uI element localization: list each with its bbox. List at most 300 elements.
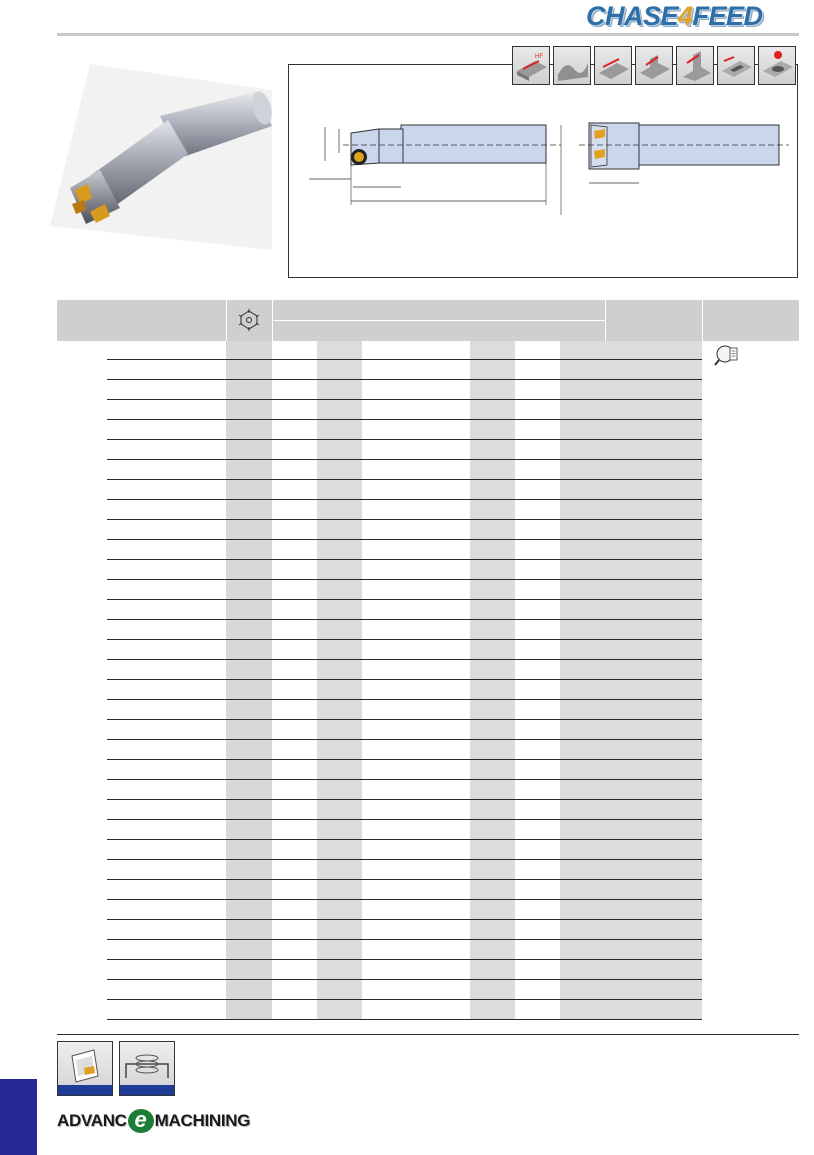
table-cell: [560, 600, 605, 620]
table-cell: [226, 920, 272, 940]
table-cell: [425, 400, 470, 420]
table-cell: [605, 760, 656, 780]
table-cell: [470, 940, 515, 960]
table-cell: [107, 800, 226, 820]
table-cell: [362, 740, 425, 760]
table-cell: [470, 920, 515, 940]
table-cell: [425, 800, 470, 820]
specification-table: [57, 300, 799, 1020]
table-cell: [317, 860, 362, 880]
table-cell: [226, 420, 272, 440]
table-cell: [226, 540, 272, 560]
table-cell: [107, 980, 226, 1000]
table-cell: [560, 960, 605, 980]
table-cell: [226, 1000, 272, 1020]
table-cell: [470, 740, 515, 760]
table-cell: [515, 960, 560, 980]
table-row: [57, 780, 799, 800]
table-cell: [470, 900, 515, 920]
row-group-cell: [57, 420, 107, 440]
row-group-cell: [57, 480, 107, 500]
table-cell: [107, 720, 226, 740]
table-cell: [425, 560, 470, 580]
header-dimensions: [272, 300, 605, 321]
table-cell: [425, 840, 470, 860]
table-row: [57, 660, 799, 680]
header-rule: [57, 33, 799, 36]
table-cell: [425, 760, 470, 780]
table-row: [57, 341, 799, 360]
table-cell: [272, 880, 317, 900]
table-cell: [605, 800, 656, 820]
table-cell: [226, 520, 272, 540]
table-cell: [470, 780, 515, 800]
table-cell: [470, 880, 515, 900]
table-cell: [362, 800, 425, 820]
table-cell: [656, 600, 702, 620]
table-cell: [605, 820, 656, 840]
table-cell: [107, 820, 226, 840]
application-icons: [512, 46, 796, 87]
shoulder-milling-icon: [594, 46, 632, 85]
table-cell: [515, 540, 560, 560]
magnifier-note-icon[interactable]: [714, 343, 740, 367]
table-cell: [560, 720, 605, 740]
table-cell: [226, 620, 272, 640]
table-cell: [656, 1000, 702, 1020]
table-cell: [560, 800, 605, 820]
table-cell: [226, 700, 272, 720]
table-cell: [605, 420, 656, 440]
table-cell: [656, 480, 702, 500]
table-cell: [560, 640, 605, 660]
table-cell: [560, 940, 605, 960]
table-cell: [470, 840, 515, 860]
table-cell: [317, 700, 362, 720]
table-row: [57, 740, 799, 760]
table-cell: [226, 800, 272, 820]
table-cell: [560, 440, 605, 460]
table-cell: [656, 860, 702, 880]
table-cell: [425, 460, 470, 480]
table-cell: [317, 620, 362, 640]
table-cell: [272, 720, 317, 740]
row-group-cell: [57, 800, 107, 820]
table-cell: [470, 1000, 515, 1020]
table-cell: [107, 640, 226, 660]
table-cell: [560, 780, 605, 800]
table-cell: [226, 380, 272, 400]
table-cell: [656, 520, 702, 540]
table-cell: [605, 900, 656, 920]
table-cell: [272, 740, 317, 760]
table-cell: [560, 480, 605, 500]
row-group-cell: [57, 820, 107, 840]
table-cell: [107, 460, 226, 480]
header-designation: [57, 300, 226, 341]
table-cell: [515, 640, 560, 660]
table-cell: [425, 700, 470, 720]
row-group-cell: [57, 341, 107, 360]
table-cell: [272, 800, 317, 820]
table-cell: [362, 480, 425, 500]
table-cell: [226, 400, 272, 420]
table-cell: [425, 720, 470, 740]
advance-machining-logo: ADVANC e MACHINING: [57, 1107, 251, 1132]
table-cell: [317, 760, 362, 780]
table-cell: [425, 960, 470, 980]
table-cell: [317, 740, 362, 760]
table-cell: [425, 580, 470, 600]
table-cell: [560, 400, 605, 420]
table-cell: [317, 400, 362, 420]
side-view-drawing: [309, 125, 561, 215]
row-group-cell: [57, 700, 107, 720]
table-cell: [560, 760, 605, 780]
table-cell: [656, 560, 702, 580]
table-cell: [560, 540, 605, 560]
row-group-cell: [57, 360, 107, 380]
table-cell: [470, 480, 515, 500]
table-cell: [425, 860, 470, 880]
table-cell: [226, 940, 272, 960]
table-cell: [605, 840, 656, 860]
table-cell: [272, 400, 317, 420]
table-row: [57, 440, 799, 460]
table-cell: [425, 540, 470, 560]
table-cell: [605, 440, 656, 460]
table-cell: [317, 420, 362, 440]
table-cell: [272, 500, 317, 520]
row-group-cell: [57, 600, 107, 620]
table-cell: [470, 400, 515, 420]
table-cell: [470, 520, 515, 540]
table-cell: [272, 840, 317, 860]
row-group-cell: [57, 620, 107, 640]
table-cell: [272, 660, 317, 680]
table-cell: [107, 740, 226, 760]
table-cell: [515, 880, 560, 900]
table-cell: [560, 341, 605, 360]
table-cell: [226, 500, 272, 520]
table-row: [57, 960, 799, 980]
table-cell: [605, 380, 656, 400]
table-cell: [560, 460, 605, 480]
table-cell: [515, 900, 560, 920]
row-group-cell: [57, 780, 107, 800]
table-row: [57, 640, 799, 660]
helical-ramping-icon[interactable]: [119, 1041, 175, 1096]
table-cell: [226, 980, 272, 1000]
table-cell: [656, 700, 702, 720]
table-cell: [226, 480, 272, 500]
table-cell: [515, 520, 560, 540]
table-cell: [560, 740, 605, 760]
table-cell: [470, 540, 515, 560]
table-cell: [470, 800, 515, 820]
table-cell: [515, 500, 560, 520]
table-cell: [605, 860, 656, 880]
row-group-cell: [57, 720, 107, 740]
table-cell: [272, 760, 317, 780]
table-row: [57, 860, 799, 880]
table-cell: [560, 920, 605, 940]
table-cell: [470, 680, 515, 700]
table-cell: [605, 620, 656, 640]
table-cell: [605, 560, 656, 580]
svg-text:HF: HF: [535, 54, 543, 60]
table-row: [57, 360, 799, 380]
table-cell: [226, 560, 272, 580]
table-cell: [317, 560, 362, 580]
table-cell: [470, 980, 515, 1000]
chase4feed-logo: CHASE4FEED: [586, 1, 763, 31]
table-cell: [515, 940, 560, 960]
table-row: [57, 500, 799, 520]
table-cell: [425, 920, 470, 940]
table-cell: [107, 400, 226, 420]
table-cell: [362, 760, 425, 780]
table-cell: [656, 380, 702, 400]
table-cell: [605, 520, 656, 540]
table-cell: [272, 940, 317, 960]
table-cell: [362, 700, 425, 720]
table-cell: [560, 700, 605, 720]
table-cell: [272, 900, 317, 920]
table-cell: [425, 980, 470, 1000]
table-cell: [656, 800, 702, 820]
table-cell: [317, 500, 362, 520]
table-cell: [107, 580, 226, 600]
table-cell: [560, 840, 605, 860]
table-cell: [656, 400, 702, 420]
table-cell: [605, 540, 656, 560]
table-row: [57, 560, 799, 580]
row-group-cell: [57, 540, 107, 560]
header-insert-corners: [226, 300, 272, 341]
section-view-drawing: [579, 123, 789, 183]
table-cell: [656, 780, 702, 800]
table-cell: [605, 700, 656, 720]
table-row: [57, 680, 799, 700]
table-cell: [107, 341, 226, 360]
table-cell: [272, 460, 317, 480]
table-cell: [317, 840, 362, 860]
table-cell: [470, 500, 515, 520]
row-group-cell: [57, 440, 107, 460]
table-cell: [317, 920, 362, 940]
table-cell: [226, 460, 272, 480]
table-cell: [362, 900, 425, 920]
table-cell: [515, 620, 560, 640]
row-group-cell: [57, 860, 107, 880]
table-cell: [362, 1000, 425, 1020]
row-group-cell: [57, 560, 107, 580]
table-row: [57, 620, 799, 640]
table-cell: [605, 480, 656, 500]
table-cell: [425, 480, 470, 500]
table-cell: [362, 640, 425, 660]
table-cell: [656, 680, 702, 700]
table-cell: [515, 920, 560, 940]
table-cell: [272, 600, 317, 620]
row-group-cell: [57, 940, 107, 960]
table-cell: [470, 420, 515, 440]
table-bottom-rule: [57, 1034, 799, 1035]
slot-milling-icon: [635, 46, 673, 85]
table-cell: [226, 780, 272, 800]
table-cell: [317, 440, 362, 460]
table-cell: [470, 360, 515, 380]
table-cell: [272, 1000, 317, 1020]
table-cell: [515, 580, 560, 600]
table-cell: [515, 820, 560, 840]
table-cell: [317, 600, 362, 620]
table-cell: [656, 341, 702, 360]
table-cell: [425, 500, 470, 520]
insert-catalog-icon[interactable]: [57, 1041, 113, 1096]
table-cell: [470, 560, 515, 580]
header-dimensions-sub: [272, 321, 605, 342]
row-group-cell: [57, 840, 107, 860]
table-cell: [272, 640, 317, 660]
table-cell: [226, 360, 272, 380]
row-group-cell: [57, 460, 107, 480]
table-cell: [425, 820, 470, 840]
table-cell: [656, 720, 702, 740]
table-cell: [226, 860, 272, 880]
table-cell: [272, 780, 317, 800]
table-cell: [362, 960, 425, 980]
table-cell: [515, 840, 560, 860]
table-cell: [425, 780, 470, 800]
table-cell: [656, 660, 702, 680]
table-cell: [515, 800, 560, 820]
dimension-diagram: [288, 64, 798, 278]
table-cell: [560, 860, 605, 880]
table-cell: [317, 780, 362, 800]
row-group-cell: [57, 740, 107, 760]
table-cell: [425, 420, 470, 440]
table-cell: [317, 580, 362, 600]
table-cell: [226, 680, 272, 700]
table-row: [57, 920, 799, 940]
table-cell: [272, 960, 317, 980]
table-cell: [362, 580, 425, 600]
table-cell: [605, 920, 656, 940]
table-cell: [605, 740, 656, 760]
table-cell: [317, 720, 362, 740]
table-cell: [560, 360, 605, 380]
table-cell: [107, 420, 226, 440]
table-cell: [470, 960, 515, 980]
table-cell: [107, 500, 226, 520]
table-cell: [515, 680, 560, 700]
table-cell: [470, 820, 515, 840]
table-cell: [317, 460, 362, 480]
table-cell: [107, 560, 226, 580]
table-row: [57, 1000, 799, 1020]
table-cell: [560, 1000, 605, 1020]
table-cell: [560, 820, 605, 840]
table-cell: [515, 380, 560, 400]
table-cell: [605, 360, 656, 380]
table-cell: [560, 880, 605, 900]
table-cell: [272, 580, 317, 600]
table-cell: [605, 720, 656, 740]
table-cell: [656, 880, 702, 900]
table-row: [57, 840, 799, 860]
table-cell: [656, 500, 702, 520]
table-cell: [272, 540, 317, 560]
table-cell: [605, 400, 656, 420]
table-cell: [515, 600, 560, 620]
table-cell: [107, 520, 226, 540]
insert-corners-icon: [238, 309, 260, 331]
table-cell: [605, 341, 656, 360]
table-cell: [560, 660, 605, 680]
table-cell: [107, 680, 226, 700]
table-cell: [317, 800, 362, 820]
table-cell: [560, 900, 605, 920]
table-cell: [107, 440, 226, 460]
table-cell: [107, 380, 226, 400]
table-row: [57, 460, 799, 480]
table-cell: [515, 560, 560, 580]
table-cell: [226, 840, 272, 860]
table-cell: [226, 760, 272, 780]
note-cell: [702, 341, 799, 1020]
table-cell: [272, 820, 317, 840]
table-cell: [272, 920, 317, 940]
table-cell: [272, 860, 317, 880]
table-cell: [656, 920, 702, 940]
row-group-cell: [57, 960, 107, 980]
table-cell: [272, 700, 317, 720]
table-cell: [560, 680, 605, 700]
table-cell: [560, 500, 605, 520]
table-cell: [107, 920, 226, 940]
table-cell: [226, 640, 272, 660]
table-cell: [470, 640, 515, 660]
table-cell: [515, 980, 560, 1000]
table-cell: [425, 740, 470, 760]
row-group-cell: [57, 660, 107, 680]
table-cell: [362, 520, 425, 540]
table-cell: [656, 620, 702, 640]
pocketing-icon: [717, 46, 755, 85]
table-row: [57, 800, 799, 820]
table-cell: [515, 760, 560, 780]
table-cell: [605, 1000, 656, 1020]
table-cell: [560, 580, 605, 600]
table-cell: [362, 600, 425, 620]
table-cell: [656, 960, 702, 980]
side-tab: [0, 1079, 37, 1155]
table-cell: [362, 380, 425, 400]
table-cell: [656, 580, 702, 600]
table-cell: [317, 680, 362, 700]
table-cell: [362, 780, 425, 800]
table-cell: [515, 780, 560, 800]
table-cell: [470, 380, 515, 400]
table-cell: [425, 660, 470, 680]
table-cell: [470, 720, 515, 740]
row-group-cell: [57, 680, 107, 700]
table-cell: [515, 860, 560, 880]
table-cell: [425, 1000, 470, 1020]
deep-shoulder-icon: [676, 46, 714, 85]
